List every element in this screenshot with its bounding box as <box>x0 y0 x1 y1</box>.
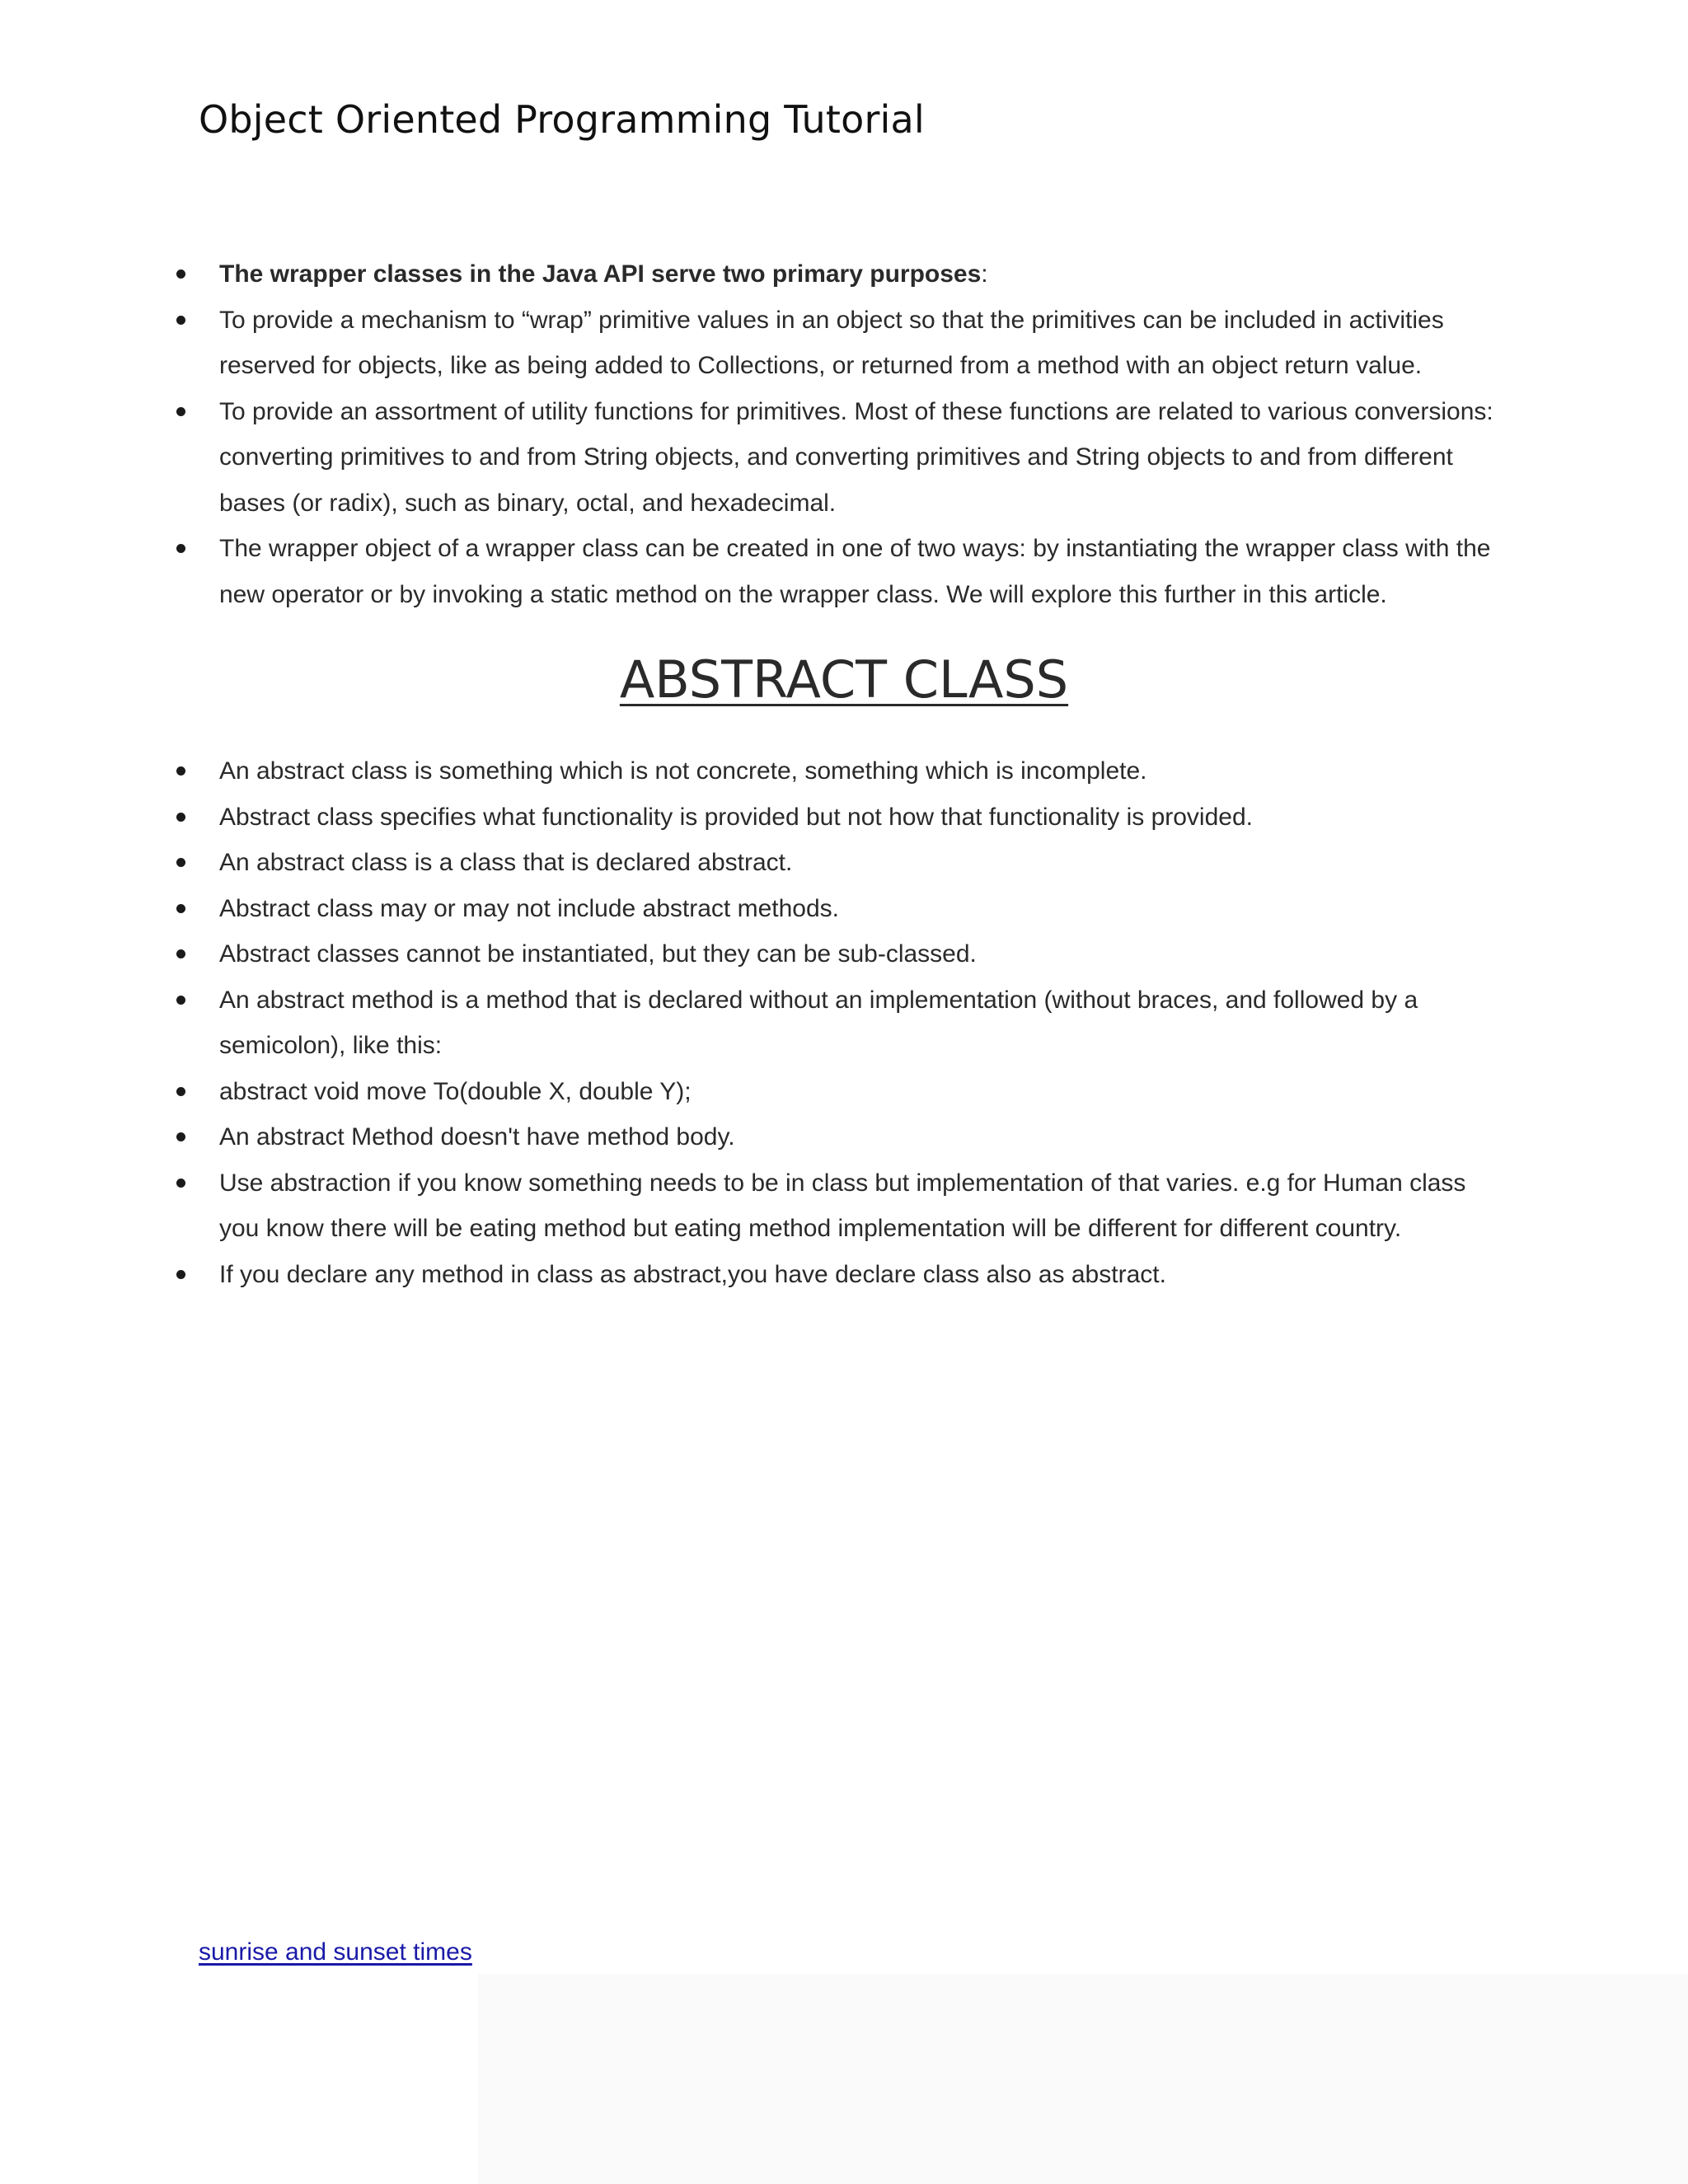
list-item <box>219 389 1505 527</box>
list-item <box>219 251 1505 298</box>
list-item <box>219 748 1505 794</box>
bullet-icon <box>176 794 185 841</box>
abstract-class-list <box>219 748 1505 1297</box>
list-item-text: To provide an assortment of utility functions for primitives. Most of these functions are related to various conversions: converting primitives to and from String objects, and converting primitives and String objects to and from different bases (or radix), such as binary, octal, and hexadecimal. <box>219 397 1493 517</box>
bullet-icon <box>176 298 185 344</box>
section-heading: ABSTRACT CLASS <box>619 649 1069 710</box>
bullet-icon <box>176 1252 185 1298</box>
list-item-text: : <box>981 260 988 288</box>
list-item-text: The wrapper object of a wrapper class can be created in one of two ways: by instantiating the wrapper class with the new operator or by invoking a static method on the wrapper class. We will explore this further in this article. <box>219 535 1491 608</box>
list-item <box>219 840 1505 886</box>
list-item-text: If you declare any method in class as abstract,you have declare class also as abstract. <box>219 1260 1166 1288</box>
list-item <box>219 977 1505 1069</box>
list-item-text: Abstract class specifies what functionality is provided but not how that functionality is provided. <box>219 803 1253 831</box>
list-item <box>219 298 1505 389</box>
bullet-icon <box>176 1160 185 1207</box>
list-item-text: abstract void move To(double X, double Y); <box>219 1077 692 1105</box>
list-item-text: An abstract Method doesn't have method body. <box>219 1123 735 1151</box>
bullet-icon <box>176 389 185 435</box>
list-item-bold-text: The wrapper classes in the Java API serve two primary purposes <box>219 260 982 288</box>
list-item-text: Use abstraction if you know something needs to be in class but implementation of that varies. e.g for Human class you know there will be eating method but eating method implementation will be different for different country. <box>219 1169 1466 1242</box>
list-item <box>219 1160 1505 1252</box>
page-shade <box>478 1974 1688 2184</box>
bullet-icon <box>176 977 185 1024</box>
bullet-icon <box>176 1114 185 1160</box>
bullet-icon <box>176 748 185 794</box>
list-item-text: Abstract classes cannot be instantiated, but they can be sub-classed. <box>219 940 977 968</box>
page-title: Object Oriented Programming Tutorial <box>199 97 925 142</box>
list-item <box>219 886 1505 932</box>
bullet-icon <box>176 251 185 298</box>
bullet-icon <box>176 1069 185 1115</box>
bullet-icon <box>176 526 185 572</box>
bullet-icon <box>176 886 185 932</box>
list-item <box>219 931 1505 977</box>
list-item-text: To provide a mechanism to “wrap” primitive values in an object so that the primitives can be included in activities reserved for objects, like as being added to Collections, or returned from a method with an object return value. <box>219 306 1444 379</box>
bullet-icon <box>176 840 185 886</box>
list-item-text: Abstract class may or may not include abstract methods. <box>219 894 839 922</box>
sunrise-sunset-link[interactable]: sunrise and sunset times <box>199 1938 472 1966</box>
list-item <box>219 794 1505 841</box>
list-item <box>219 526 1505 617</box>
wrapper-classes-list <box>219 251 1505 617</box>
list-item <box>219 1114 1505 1160</box>
list-item-text: An abstract class is a class that is declared abstract. <box>219 849 793 876</box>
bullet-icon <box>176 931 185 977</box>
list-item <box>219 1252 1505 1298</box>
list-item-text: An abstract class is something which is not concrete, something which is incomplete. <box>219 757 1147 785</box>
list-item <box>219 1069 1505 1115</box>
list-item-text: An abstract method is a method that is declared without an implementation (without braces, and followed by a semicolon), like this: <box>219 986 1418 1059</box>
